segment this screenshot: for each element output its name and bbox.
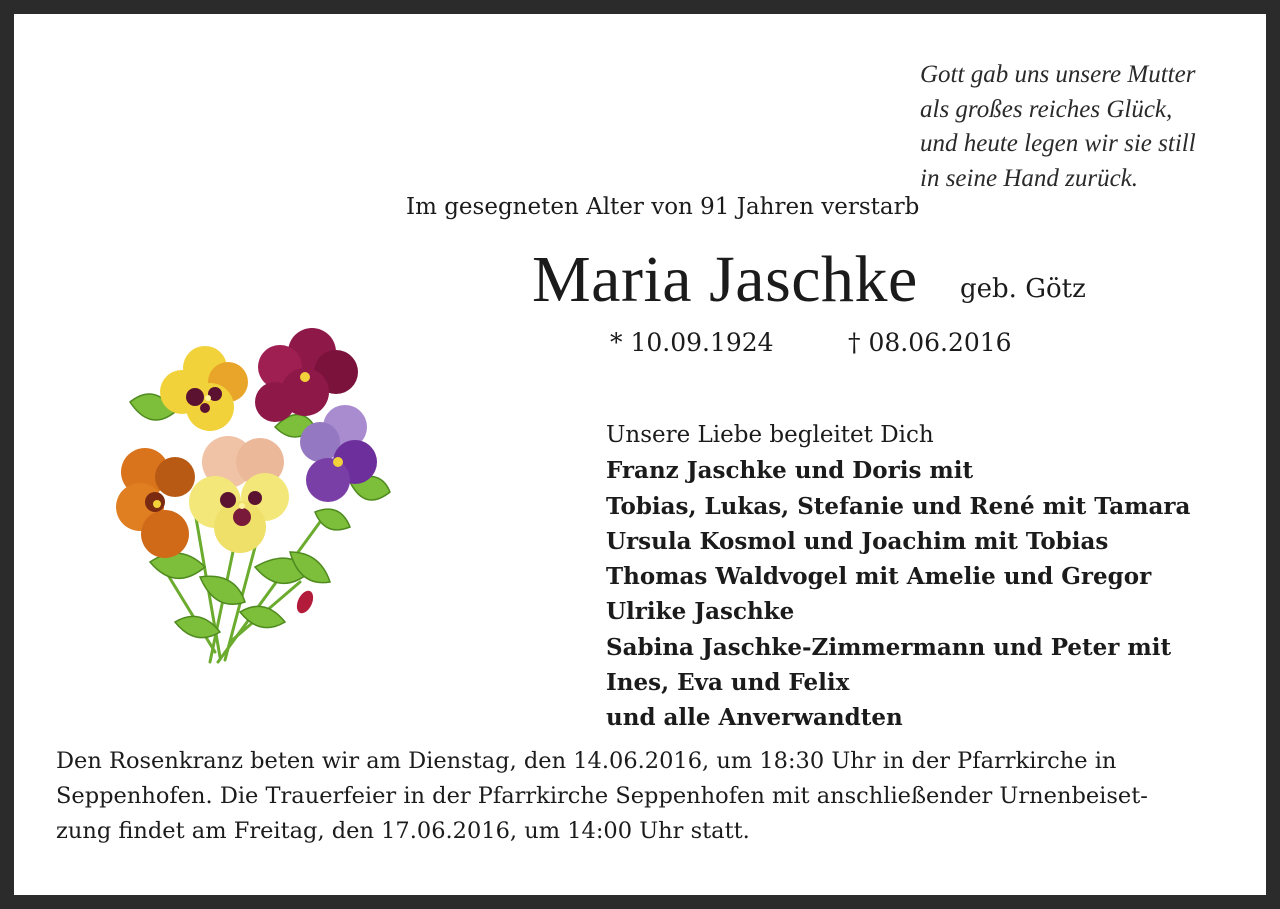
intro-text: Im gesegneten Alter von 91 Jahren verstarb [406, 194, 920, 220]
mourners-lead: Unsere Liebe begleitet Dich [606, 422, 934, 448]
mourners-list [606, 418, 1190, 736]
mourner-line: Sabina Jaschke-Zimmermann und Peter mit [606, 633, 1172, 661]
birth-date: * 10.09.1924 [610, 328, 774, 357]
maiden-name: geb. Götz [960, 274, 1086, 304]
poem-line: als großes reiches Glück, [920, 95, 1173, 123]
obituary-card [14, 14, 1266, 895]
mourner-line: Thomas Waldvogel mit Amelie und Gregor [606, 563, 1152, 591]
poem-line: in seine Hand zurück. [920, 164, 1139, 192]
mourner-line: Ursula Kosmol und Joachim mit Tobias [606, 527, 1109, 555]
mourner-line: und alle Anverwandten [606, 704, 903, 732]
mourner-line: Franz Jaschke und Doris mit [606, 457, 974, 485]
poem [920, 58, 1196, 196]
mourner-line: Tobias, Lukas, Stefanie und René mit Tamara [606, 492, 1191, 520]
death-date: † 08.06.2016 [848, 328, 1012, 357]
notice-line: Seppenhofen. Die Trauerfeier in der Pfarrkirche Seppenhofen mit anschließender Urnenbeiset- [56, 783, 1148, 809]
notice-line: zung findet am Freitag, den 17.06.2016, um 14:00 Uhr statt. [56, 818, 750, 844]
service-notice [56, 744, 1228, 849]
notice-line: Den Rosenkranz beten wir am Dienstag, den 14.06.2016, um 18:30 Uhr in der Pfarrkirche in [56, 748, 1117, 774]
poem-line: und heute legen wir sie still [920, 130, 1196, 157]
poem-line: Gott gab uns unsere Mutter [920, 61, 1196, 88]
deceased-name: Maria Jaschke [532, 243, 918, 316]
mourner-line: Ulrike Jaschke [606, 598, 795, 626]
pansy-bouquet-icon [100, 312, 400, 672]
mourner-line: Ines, Eva und Felix [606, 669, 850, 697]
